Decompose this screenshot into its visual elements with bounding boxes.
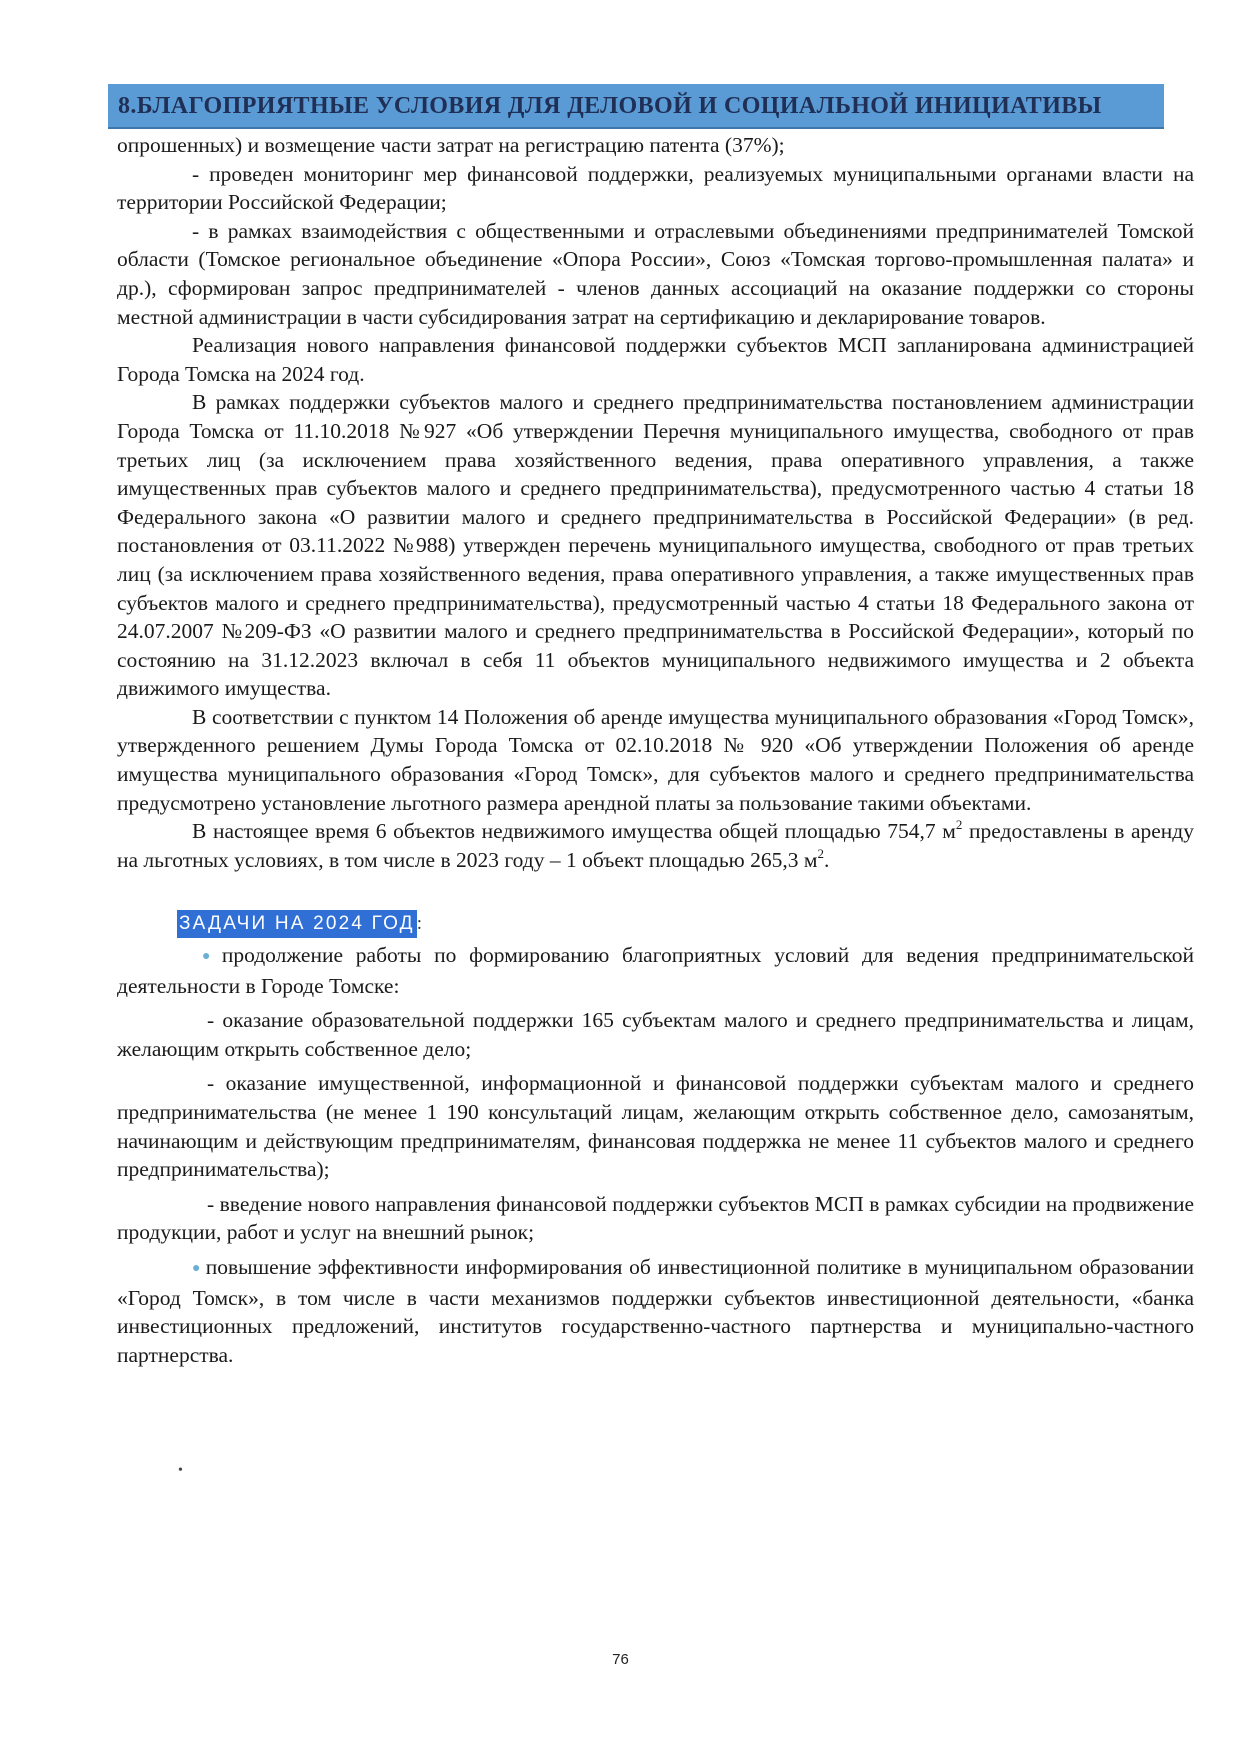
- task-bullet-2: [117, 1253, 1194, 1369]
- paragraph-associations: - в рамках взаимодействия с общественными и отраслевыми объединениями предпринимателей Томской области (Томское региональное объединение «Опора России», Союз «Томская торгово-промышленная палата» и др.), сформирован запрос предпринимателей - членов данных ассоциаций на оказание поддержки со стороны местной администрации в части субсидирования затрат на сертификацию и декларирование товаров.: [117, 218, 1194, 329]
- stray-bullet-mark: •: [178, 1463, 183, 1478]
- task-sub-1: - оказание образовательной поддержки 165 субъектам малого и среднего предпринимательства и лицам, желающим открыть собственное дело;: [117, 1008, 1194, 1061]
- task-bullet-1-text: продолжение работы по формированию благоприятных условий для ведения предпринимательской деятельности в Городе Томске:: [117, 943, 1194, 998]
- paragraph-leased-objects: [117, 817, 1194, 874]
- document-body: [117, 131, 1194, 1369]
- task-sub-3: - введение нового направления финансовой поддержки субъектов МСП в рамках субсидии на продвижение продукции, работ и услуг на внешний рынок;: [117, 1191, 1194, 1245]
- task-sub-2: - оказание имущественной, информационной и финансовой поддержки субъектам малого и среднего предпринимательства (не менее 1 190 консультаций лицам, желающим открыть собственное дело, самозанятым, начинающим и действующим предпринимателям, финансовая поддержка не менее 11 субъектов малого и среднего предпринимательства);: [117, 1071, 1194, 1182]
- section-header: 8.БЛАГОПРИЯТНЫЕ УСЛОВИЯ ДЛЯ ДЕЛОВОЙ И СОЦИАЛЬНОЙ ИНИЦИАТИВЫ: [108, 84, 1164, 129]
- bullet-icon: ●: [192, 1260, 202, 1276]
- superscript-2: 2: [955, 817, 963, 833]
- area-text-part1: В настоящее время 6 объектов недвижимого имущества общей площадью 754,7 м: [192, 819, 956, 844]
- superscript-2: 2: [817, 845, 824, 861]
- area-text-part3: .: [823, 847, 830, 872]
- task-bullet-1: [117, 941, 1194, 1000]
- tasks-colon: :: [416, 913, 422, 935]
- bullet-icon: ●: [202, 949, 218, 965]
- paragraph-monitoring: - проведен мониторинг мер финансовой поддержки, реализуемых муниципальными органами власти на территории Российской Федерации;: [117, 161, 1194, 215]
- area-text-part2: предоставлены в аренду на льготных условиях, в том числе в 2023 году – 1 объект площадью 265,3 м: [117, 819, 1194, 872]
- tasks-heading: [177, 908, 1194, 939]
- paragraph-rent-regulation: В соответствии с пунктом 14 Положения об аренде имущества муниципального образования «Город Томск», утвержденного решением Думы Города Томска от 02.10.2018 № 920 «Об утверждении Положения об аренде имущества муниципального образования «Город Томск», для субъектов малого и среднего предпринимательства предусмотрено установление льготного размера арендной платы за пользование такими объектами.: [117, 704, 1194, 815]
- task-bullet-2-text: повышение эффективности информирования об инвестиционной политике в муниципальном образовании «Город Томск», в том числе в части механизмов поддержки субъектов инвестиционной деятельности, «банка инвестиционных предложений, институтов государственно-частного партнерства и муниципально-частного партнерства.: [117, 1254, 1194, 1367]
- paragraph-property-list: В рамках поддержки субъектов малого и среднего предпринимательства постановлением администрации Города Томска от 11.10.2018 №927 «Об утверждении Перечня муниципального имущества, свободного от прав третьих лиц (за исключением права хозяйственного ведения, права оперативного управления, а также имущественных прав субъектов малого и среднего предпринимательства), предусмотренного частью 4 статьи 18 Федерального закона «О развитии малого и среднего предпринимательства в Российской Федерации» (в ред. постановления от 03.11.2022 №988) утвержден перечень муниципального имущества, свободного от прав третьих лиц (за исключением права хозяйственного ведения, права оперативного управления, а также имущественных прав субъектов малого и среднего предпринимательства), предусмотренный частью 4 статьи 18 Федерального закона от 24.07.2007 №209-ФЗ «О развитии малого и среднего предпринимательства в Российской Федерации», который по состоянию на 31.12.2023 включал в себя 11 объектов муниципального недвижимого имущества и 2 объекта движимого имущества.: [117, 390, 1194, 701]
- tasks-title: ЗАДАЧИ НА 2024 ГОД: [177, 910, 417, 938]
- paragraph-continuation: опрошенных) и возмещение части затрат на регистрацию патента (37%);: [117, 133, 785, 157]
- paragraph-new-direction: Реализация нового направления финансовой поддержки субъектов МСП запланирована администрацией Города Томска на 2024 год.: [117, 333, 1194, 386]
- page-number: 76: [612, 1651, 629, 1668]
